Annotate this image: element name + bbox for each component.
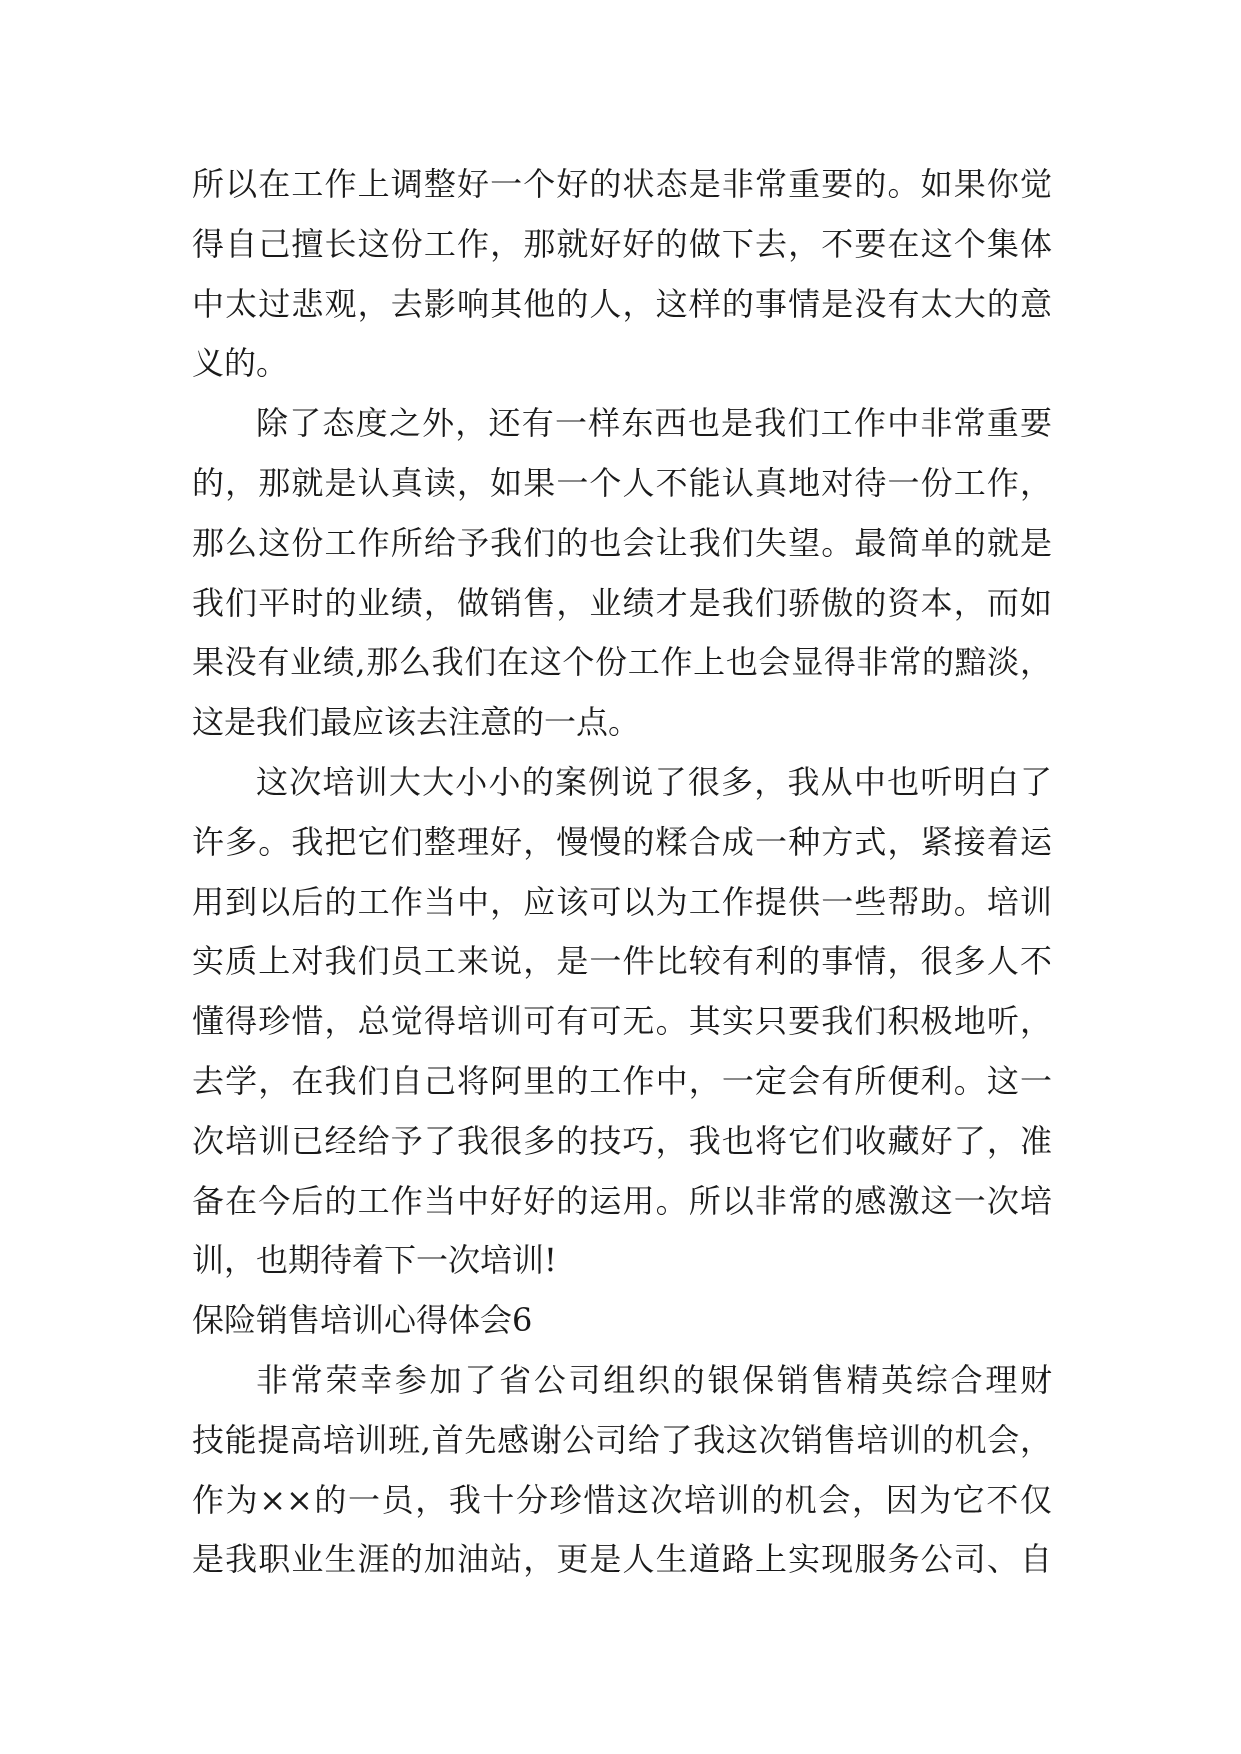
text-line: 技能提高培训班,首先感谢公司给了我这次销售培训的机会， [192,1420,1052,1459]
text-line: 义的。 [192,344,289,383]
text-line: 除了态度之外，还有一样东西也是我们工作中非常重要 [256,404,1052,443]
text-line: 中太过悲观，去影响其他的人，这样的事情是没有太大的意 [192,284,1052,323]
text-line: 那么这份工作所给予我们的也会让我们失望。最简单的就是 [192,523,1052,562]
section-heading [192,1291,1052,1351]
heading-line: 保险销售培训心得体会6 [192,1301,533,1340]
text-line: 实质上对我们员工来说，是一件比较有利的事情，很多人不 [192,942,1052,981]
paragraph [192,753,1052,1291]
text-line: 得自己擅长这份工作，那就好好的做下去，不要在这个集体 [192,224,1052,263]
text-line: 懂得珍惜，总觉得培训可有可无。其实只要我们积极地听， [192,1002,1052,1041]
text-line: 备在今后的工作当中好好的运用。所以非常的感激这一次培 [192,1181,1052,1220]
document-body [192,155,1052,1590]
paragraph [192,1351,1052,1590]
text-line: 我们平时的业绩，做销售，业绩才是我们骄傲的资本，而如 [192,583,1052,622]
text-line: 这是我们最应该去注意的一点。 [192,703,641,742]
text-line: 次培训已经给予了我很多的技巧，我也将它们收藏好了，准 [192,1121,1052,1160]
text-line: 用到以后的工作当中，应该可以为工作提供一些帮助。培训 [192,882,1052,921]
text-line: 果没有业绩,那么我们在这个份工作上也会显得非常的黯淡， [192,643,1052,682]
paragraph [192,394,1052,753]
text-line: 作为××的一员，我十分珍惜这次培训的机会，因为它不仅 [192,1480,1052,1519]
text-line: 去学，在我们自己将阿里的工作中，一定会有所便利。这一 [192,1061,1052,1100]
text-line: 许多。我把它们整理好，慢慢的糅合成一种方式，紧接着运 [192,822,1052,861]
text-line: 是我职业生涯的加油站，更是人生道路上实现服务公司、自 [192,1540,1052,1579]
text-line: 的，那就是认真读，如果一个人不能认真地对待一份工作， [192,463,1052,502]
text-line: 非常荣幸参加了省公司组织的银保销售精英综合理财 [256,1360,1052,1399]
paragraph [192,155,1052,394]
text-line: 这次培训大大小小的案例说了很多，我从中也听明白了 [256,762,1052,801]
text-line: 所以在工作上调整好一个好的状态是非常重要的。如果你觉 [192,165,1052,203]
text-line: 训，也期待着下一次培训! [192,1241,557,1280]
